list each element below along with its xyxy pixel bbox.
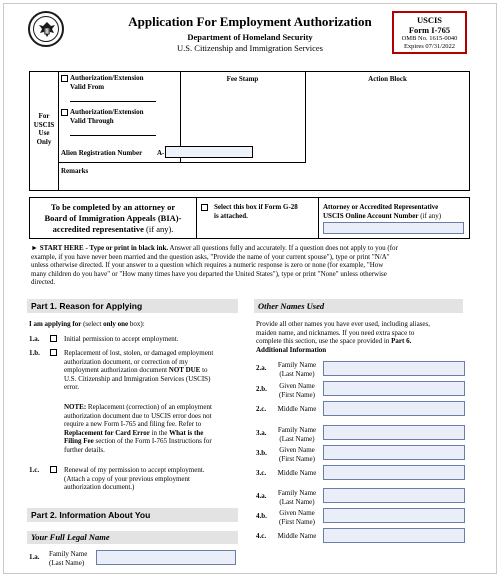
arrow-right-icon: ► xyxy=(31,244,38,252)
item-4c-number: 4.c. xyxy=(256,532,267,540)
item-1b-label: Replacement of lost, stolen, or damaged employment authorization document, or correction of my employment authorization document NOT DUE to U.S. Citizenship and Immigration Services (USCIS) error. xyxy=(64,349,214,391)
alien-reg-input[interactable] xyxy=(165,146,253,158)
item-3c-label: Middle Name xyxy=(277,469,317,477)
item-2a-number: 2.a. xyxy=(256,364,267,372)
auth-through-label: Authorization/Extension Valid Through xyxy=(70,108,144,125)
item-1a-checkbox[interactable] xyxy=(50,335,57,342)
item-4b-label: Given Name (First Name) xyxy=(279,509,315,526)
other-given-name-2b-input[interactable] xyxy=(323,381,465,396)
attorney-instructions: To be completed by an attorney or Board of Immigration Appeals (BIA)- accredited representative (if any). xyxy=(44,202,182,234)
form-box-number: Form I-765 xyxy=(408,25,451,35)
item-2b-label: Given Name (First Name) xyxy=(279,382,315,399)
item-3a-number: 3.a. xyxy=(256,429,267,437)
item-1c-label: Renewal of my permission to accept employment. (Attach a copy of your previous employment authorization document.) xyxy=(64,466,205,491)
remarks-label: Remarks xyxy=(61,167,89,175)
applying-for-label: I am applying for (select only one box): xyxy=(29,320,145,328)
item-1a-number: 1.a. xyxy=(29,335,40,343)
attorney-block xyxy=(29,197,470,239)
item-3b-label: Given Name (First Name) xyxy=(279,446,315,463)
item-1c-number: 1.c. xyxy=(29,466,40,474)
fee-stamp-label: Fee Stamp xyxy=(226,75,259,83)
other-family-name-3a-input[interactable] xyxy=(323,425,465,440)
uscis-use-only-block xyxy=(29,71,470,191)
other-names-header: Other Names Used xyxy=(254,299,463,313)
part2-1a-number: 1.a. xyxy=(29,553,40,561)
item-2c-label: Middle Name xyxy=(277,405,317,413)
form-box-agency: USCIS xyxy=(416,15,443,25)
account-number-label: Attorney or Accredited Representative USCIS Online Account Number (if any) xyxy=(323,203,442,220)
form-box-expires: Expires 07/31/2022 xyxy=(403,43,456,50)
other-names-instructions: Provide all other names you have ever used, including aliases, maiden name, and nicknames. If you need extra space to complete this section, use the space provided in Part 6. Additional Information xyxy=(256,320,430,354)
item-1b-checkbox[interactable] xyxy=(50,349,57,356)
form-title: Application For Employment Authorization xyxy=(128,14,372,29)
item-4b-number: 4.b. xyxy=(256,512,267,520)
auth-through-checkbox[interactable] xyxy=(61,109,68,116)
item-4a-number: 4.a. xyxy=(256,492,267,500)
action-block-label: Action Block xyxy=(368,75,407,83)
item-2c-number: 2.c. xyxy=(256,405,267,413)
department-name: Department of Homeland Security xyxy=(187,32,313,42)
part2-family-name-input[interactable] xyxy=(96,550,236,565)
auth-from-label: Authorization/Extension Valid From xyxy=(70,74,144,91)
alien-prefix: A- xyxy=(157,149,165,157)
item-1b-number: 1.b. xyxy=(29,349,40,357)
other-family-name-2a-input[interactable] xyxy=(323,361,465,376)
replacement-note: NOTE: Replacement (correction) of an employment authorization document due to USCIS error does not require a new Form I-765 and filing fee. Refer to Replacement for Card Error in the What is the Filing Fee section of the Form I-765 Instructions for further details. xyxy=(64,403,212,454)
item-4c-label: Middle Name xyxy=(277,532,317,540)
other-given-name-3b-input[interactable] xyxy=(323,445,465,460)
form-box-omb: OMB No. 1615-0040 xyxy=(401,35,458,42)
part2-family-name-label: Family Name (Last Name) xyxy=(49,550,88,567)
other-given-name-4b-input[interactable] xyxy=(323,508,465,523)
item-2a-label: Family Name (Last Name) xyxy=(277,361,317,378)
part1-header: Part 1. Reason for Applying xyxy=(27,299,238,313)
item-3c-number: 3.c. xyxy=(256,469,267,477)
dhs-seal-icon xyxy=(28,11,64,47)
account-number-input[interactable] xyxy=(323,222,464,234)
form-id-box xyxy=(392,11,467,54)
part2-header: Part 2. Information About You xyxy=(27,508,238,522)
g28-label: Select this box if Form G-28 is attached. xyxy=(214,203,298,220)
uscis-side-label: For USCIS Use Only xyxy=(33,112,55,146)
other-middle-name-4c-input[interactable] xyxy=(323,528,465,543)
agency-name: U.S. Citizenship and Immigration Services xyxy=(177,43,323,53)
alien-reg-label: Alien Registration Number xyxy=(61,149,143,157)
other-family-name-4a-input[interactable] xyxy=(323,488,465,503)
item-3b-number: 3.b. xyxy=(256,449,267,457)
full-legal-name-header: Your Full Legal Name xyxy=(27,531,238,544)
g28-checkbox[interactable] xyxy=(201,204,208,211)
auth-from-checkbox[interactable] xyxy=(61,75,68,82)
item-1c-checkbox[interactable] xyxy=(50,466,57,473)
other-middle-name-2c-input[interactable] xyxy=(323,401,465,416)
item-3a-label: Family Name (Last Name) xyxy=(277,426,317,443)
item-4a-label: Family Name (Last Name) xyxy=(277,489,317,506)
other-middle-name-3c-input[interactable] xyxy=(323,465,465,480)
item-1a-label: Initial permission to accept employment. xyxy=(64,335,179,343)
item-2b-number: 2.b. xyxy=(256,385,267,393)
instructions-paragraph: ► START HERE - Type or print in black ink. Answer all questions fully and accurately. If a question does not apply to you (for example, if you have never been married and the question asks, "Provide the name of your current spouse"), type or print "N/A" unless otherwise directed. If your answer to a question which requires a numeric response is zero or none (for example, "How many children do you have" or "How many times have you departed the United States"), type or print "None" unless otherwise directed. xyxy=(31,244,398,286)
